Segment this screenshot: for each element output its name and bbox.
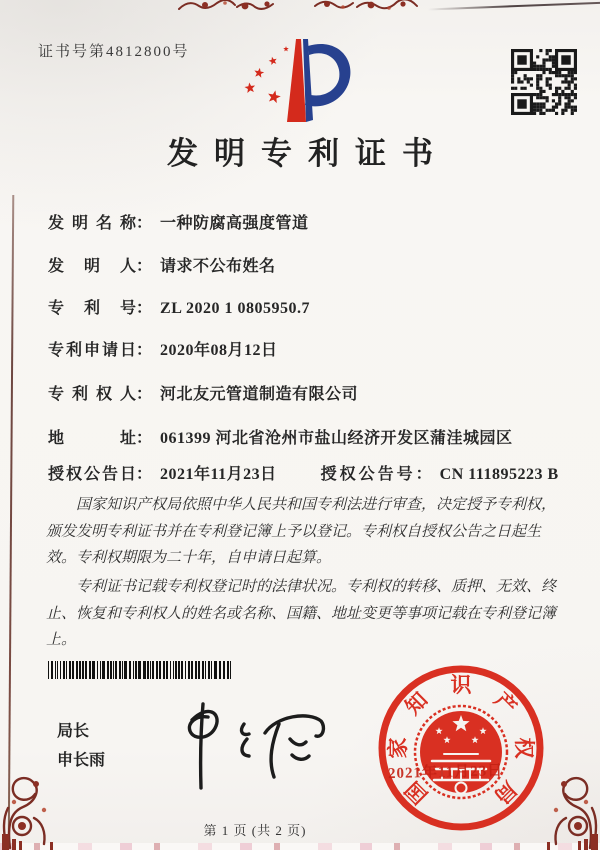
top-border-ornament [175, 0, 425, 13]
field-label: 发明名称 [48, 215, 136, 232]
field-label: 授权公告日 [48, 466, 136, 483]
field-value: 2020年08月12日 [160, 342, 278, 359]
field-value: 河北友元管道制造有限公司 [160, 386, 359, 403]
cnipa-logo [240, 36, 360, 128]
paper-top-edge-shadow [428, 2, 600, 11]
field-filing-date: 专利申请日： 2020年08月12日 [48, 337, 588, 360]
field-patent-number: 专利号： ZL 2020 1 0805950.7 [48, 295, 588, 318]
certificate-title: 发明专利证书 [167, 136, 449, 171]
certificate-number: 证书号第4812800号 [38, 44, 190, 60]
paper-left-edge [8, 195, 15, 847]
qr-code [511, 49, 577, 115]
svg-text:知: 知 [400, 687, 433, 720]
field-label: 专利号 [48, 300, 136, 317]
svg-text:产: 产 [489, 687, 522, 720]
field-label: 地址 [48, 430, 136, 447]
field-grant-number: 授权公告号： CN 111895223 B [320, 466, 559, 483]
field-label: 授权公告号 [320, 466, 416, 483]
field-value: 一种防腐高强度管道 [160, 215, 309, 232]
field-value: 061399 河北省沧州市盐山经济开发区蒲洼城园区 [160, 430, 513, 447]
legal-text-block [46, 492, 560, 656]
field-value: CN 111895223 B [439, 466, 559, 483]
svg-text:权: 权 [512, 737, 536, 759]
field-invention-name: 发明名称： 一种防腐高强度管道 [48, 210, 588, 233]
officer-name: 申长雨 [57, 752, 106, 769]
field-label: 发明人 [48, 258, 136, 275]
legal-paragraph-1: 国家知识产权局依照中华人民共和国专利法进行审查，决定授予专利权，颁发发明专利证书并在专利登记簿上予以登记。专利权自授权公告之日起生效。专利权期限为二十年，自申请日起算。 [46, 497, 557, 567]
field-value: ZL 2020 1 0805950.7 [160, 300, 310, 317]
bottom-left-corner-ornament [0, 762, 62, 850]
field-value: 请求不公布姓名 [160, 258, 276, 275]
field-inventor: 发明人： 请求不公布姓名 [48, 253, 588, 276]
legal-paragraph-2: 专利证书记载专利权登记时的法律状况。专利权的转移、质押、无效、终止、恢复和专利权人的姓名或名称、国籍、地址变更等事项记载在专利登记簿上。 [46, 579, 557, 649]
field-address: 地址： 061399 河北省沧州市盐山经济开发区蒲洼城园区 [48, 425, 588, 448]
photo-bottom-band [0, 843, 600, 850]
svg-text:国: 国 [400, 776, 433, 809]
field-patentee: 专利权人： 河北友元管道制造有限公司 [48, 381, 588, 404]
official-seal-cnipa [372, 664, 550, 832]
logo-stars [244, 46, 289, 104]
bottom-right-corner-ornament [538, 762, 600, 850]
field-label: 专利权人 [48, 386, 136, 403]
field-value: 2021年11月23日 [160, 466, 277, 483]
svg-text:局: 局 [489, 776, 522, 809]
seal-date: 2021年11月23日 [387, 763, 504, 783]
barcode [48, 661, 233, 679]
page-number: 第 1 页 (共 2 页) [203, 823, 307, 838]
field-grant-date: 授权公告日： 2021年11月23日 授权公告号： CN 111895223 B [48, 461, 588, 484]
field-label: 专利申请日 [48, 342, 136, 359]
signature-shen-changyu [168, 698, 333, 796]
officer-title: 局长 [57, 723, 90, 740]
svg-text:家: 家 [386, 737, 410, 759]
svg-text:识: 识 [450, 673, 472, 697]
